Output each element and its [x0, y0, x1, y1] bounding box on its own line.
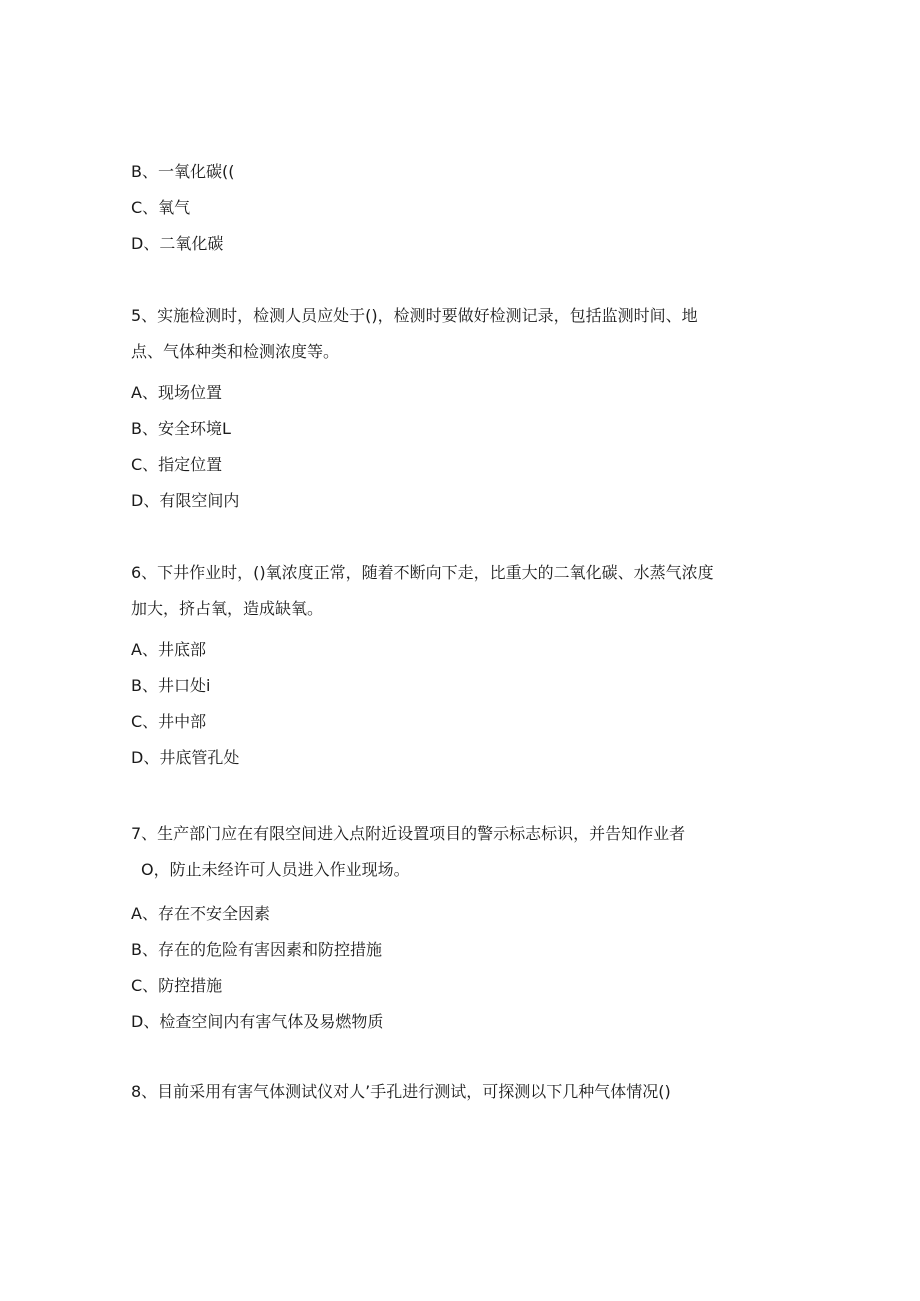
option-d-q5: D、有限空间内 [131, 491, 240, 510]
question-5-line-2: 点、气体种类和检测浓度等。 [131, 342, 340, 361]
option-b-q5: B、安全环境L [131, 419, 231, 438]
option-d-q4: D、二氧化碳 [131, 234, 224, 253]
question-6-line-1: 6、下井作业时，()氧浓度正常，随着不断向下走，比重大的二氧化碳、水蒸气浓度 [131, 563, 714, 582]
option-a-q5: A、现场位置 [131, 383, 222, 402]
question-5-line-1: 5、实施检测时，检测人员应处于()，检测时要做好检测记录，包括监测时间、地 [131, 306, 698, 325]
option-a-q6: A、井底部 [131, 640, 206, 659]
option-a-q7: A、存在不安全因素 [131, 904, 270, 923]
option-b-q7: B、存在的危险有害因素和防控措施 [131, 940, 382, 959]
option-c-q4: C、氧气 [131, 198, 191, 217]
option-c-q6: C、井中部 [131, 712, 207, 731]
question-7-line-2: O，防止未经许可人员进入作业现场。 [141, 860, 410, 879]
question-8-line-1: 8、目前采用有害气体测试仪对人’手孔进行测试，可探测以下几种气体情况() [131, 1082, 671, 1101]
option-b-q6: B、井口处i [131, 676, 211, 695]
question-7-line-1: 7、生产部门应在有限空间进入点附近设置项目的警示标志标识，并告知作业者 [131, 824, 686, 843]
question-6-line-2: 加大，挤占氧，造成缺氧。 [131, 599, 324, 618]
option-d-q6: D、井底管孔处 [131, 748, 240, 767]
option-c-q5: C、指定位置 [131, 455, 223, 474]
option-c-q7: C、防控措施 [131, 976, 223, 995]
option-b-q4: B、一氧化碳(( [131, 162, 235, 181]
option-d-q7: D、检查空间内有害气体及易燃物质 [131, 1012, 384, 1031]
